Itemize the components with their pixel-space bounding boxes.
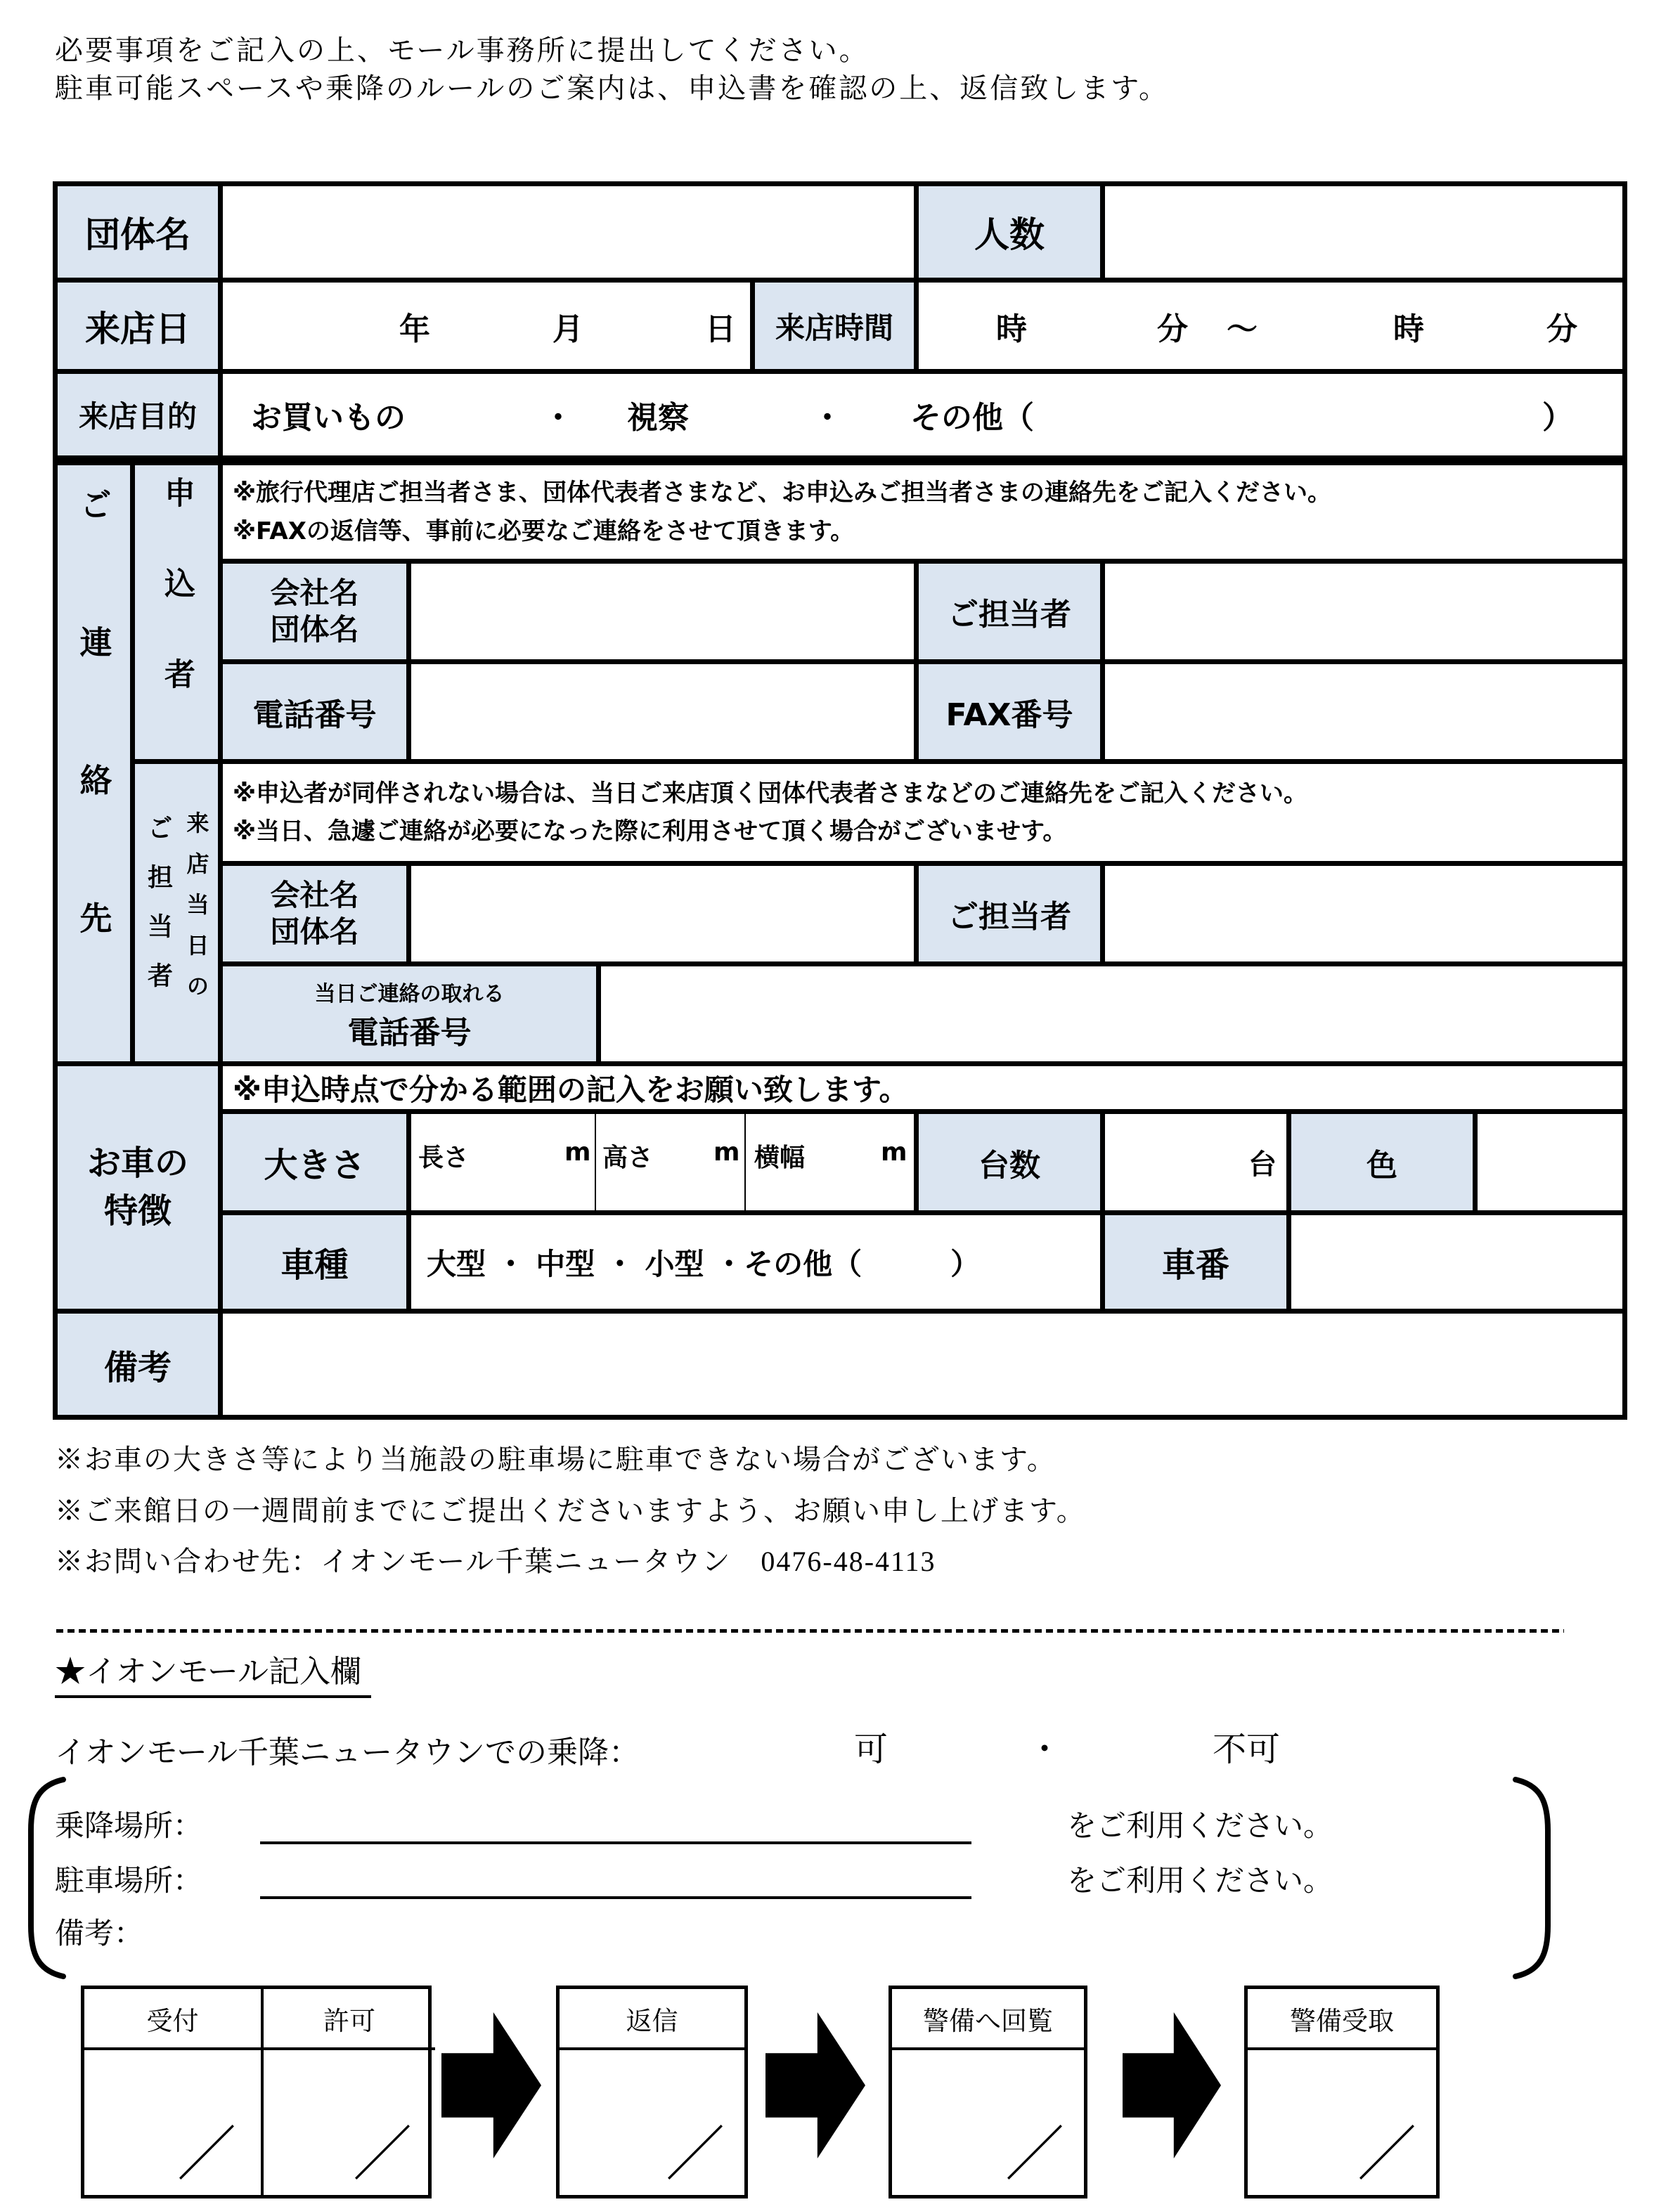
- purpose-dot-1: ・: [543, 400, 574, 436]
- width-label: 横幅: [754, 1144, 806, 1172]
- right-bracket-decoration: [1508, 1775, 1559, 1981]
- vehicle-type-input[interactable]: 大型 ・ 中型 ・ 小型 ・その他（ ）: [411, 1215, 1100, 1309]
- parking-place-line[interactable]: [260, 1896, 971, 1899]
- boarding-place-suffix: をご利用ください。: [1067, 1811, 1333, 1843]
- hour-unit-1: 時: [996, 311, 1027, 347]
- intro-line-1: 必要事項をご記入の上、モール事務所に提出してください。: [55, 34, 870, 66]
- company-label-line1: 会社名: [270, 877, 359, 912]
- date-slash[interactable]: ／: [1004, 2123, 1064, 2188]
- date-slash[interactable]: ／: [1357, 2123, 1416, 2188]
- office-section-title: ★イオンモール記入欄: [55, 1646, 371, 1698]
- dayof-label-left: ご担当者: [143, 814, 173, 1011]
- footer-note-3: ※お問い合わせ先：イオンモール千葉ニュータウン 0476-48-4113: [55, 1546, 936, 1577]
- vehicle-plate-input[interactable]: [1291, 1215, 1622, 1309]
- boarding-question-label: イオンモール千葉ニュータウンでの乗降：: [55, 1735, 640, 1770]
- application-table: [53, 181, 1627, 1420]
- people-count-input[interactable]: [1105, 186, 1622, 278]
- dotted-divider: [56, 1629, 1564, 1633]
- length-label: 長さ: [418, 1144, 470, 1172]
- dayof-phone-input[interactable]: [601, 966, 1622, 1061]
- minute-unit-1: 分: [1157, 311, 1188, 347]
- dayof-label-right: 来店当日の: [183, 810, 210, 1015]
- applicant-company-input[interactable]: [411, 564, 914, 659]
- boarding-option-dot: ・: [1028, 1731, 1062, 1768]
- date-slash[interactable]: ／: [177, 2123, 237, 2188]
- size-divider-2: [744, 1114, 746, 1210]
- flow-arrow-icon: [1123, 2012, 1221, 2158]
- parking-place-label: 駐車場所：: [55, 1865, 203, 1898]
- boarding-ok-option[interactable]: 可: [854, 1731, 889, 1768]
- remarks-input[interactable]: [223, 1314, 1622, 1415]
- visit-time-input[interactable]: [919, 283, 1622, 369]
- people-count-label: 人数: [919, 186, 1100, 278]
- day-unit: 日: [705, 311, 736, 347]
- vehicle-plate-label: 車番: [1105, 1215, 1286, 1309]
- flow-step-reply: 返信: [560, 1989, 744, 2050]
- group-name-input[interactable]: [223, 186, 914, 278]
- length-meter-unit: m: [564, 1138, 591, 1167]
- parking-place-suffix: をご利用ください。: [1067, 1865, 1333, 1898]
- vehicle-note: ※申込時点で分かる範囲の記入をお願い致します。: [223, 1066, 1622, 1109]
- flow-arrow-icon: [765, 2012, 865, 2158]
- dayof-note-line1: ※申込者が同伴されない場合は、当日ご来店頂く団体代表者さまなどのご連絡先をご記入ください。: [233, 779, 1308, 808]
- footer-note-2: ※ご来館日の一週間前までにご提出くださいますよう、お願い申し上げます。: [55, 1495, 1086, 1527]
- visit-purpose-label: 来店目的: [58, 374, 218, 455]
- visit-time-label: 来店時間: [755, 283, 914, 369]
- vehicle-count-label: 台数: [919, 1114, 1100, 1210]
- boarding-place-label: 乗降場所：: [55, 1811, 203, 1843]
- flow-box-security-circulate: [889, 1986, 1087, 2198]
- applicant-company-label: [223, 564, 406, 659]
- applicant-phone-input[interactable]: [411, 664, 914, 759]
- vehicle-label-line2: 特徴: [103, 1191, 172, 1231]
- contact-section-label: ご連絡先: [58, 465, 130, 1061]
- office-remarks-label: 備考：: [55, 1918, 144, 1950]
- visit-date-input[interactable]: [223, 283, 750, 369]
- applicant-phone-label: 電話番号: [223, 664, 406, 759]
- dayof-company-input[interactable]: [411, 866, 914, 961]
- company-label-line2: 団体名: [270, 914, 359, 949]
- month-unit: 月: [553, 311, 583, 347]
- applicant-fax-input[interactable]: [1105, 664, 1622, 759]
- minute-unit-2: 分: [1546, 311, 1577, 347]
- company-label-line1: 会社名: [270, 575, 359, 610]
- count-unit: 台: [1248, 1148, 1277, 1181]
- height-label: 高さ: [602, 1144, 654, 1172]
- applicant-manager-label: ご担当者: [919, 564, 1100, 659]
- applicant-note: [223, 465, 1622, 559]
- flow-box-security-receive: [1244, 1986, 1440, 2198]
- intro-line-2: 駐車可能スペースや乗降のルールのご案内は、申込書を確認の上、返信致します。: [55, 72, 1169, 104]
- applicant-manager-input[interactable]: [1105, 564, 1622, 659]
- size-divider-1: [595, 1114, 596, 1210]
- dayof-phone-label-line2: 電話番号: [347, 1014, 472, 1051]
- vehicle-section-label: [58, 1066, 218, 1309]
- vehicle-size-input[interactable]: [411, 1114, 914, 1210]
- dayof-company-label: [223, 866, 406, 961]
- vehicle-type-label: 車種: [223, 1215, 406, 1309]
- vehicle-color-label: 色: [1291, 1114, 1473, 1210]
- purpose-option-shopping[interactable]: お買いもの: [251, 400, 406, 436]
- dayof-phone-label-line1: 当日ご連絡の取れる: [314, 981, 505, 1006]
- flow-arrow-icon: [441, 2012, 541, 2158]
- date-slash[interactable]: ／: [353, 2123, 413, 2188]
- flow-step-reception: 受付: [84, 1989, 261, 2050]
- company-label-line2: 団体名: [270, 612, 359, 647]
- visit-date-label: 来店日: [58, 283, 218, 369]
- dayof-note: [223, 764, 1622, 861]
- flow-box-reply: [556, 1986, 748, 2198]
- vehicle-color-input[interactable]: [1478, 1114, 1622, 1210]
- width-meter-unit: m: [881, 1138, 907, 1167]
- group-name-label: 団体名: [58, 186, 218, 278]
- flow-step-permit: 許可: [264, 1989, 435, 2050]
- year-unit: 年: [399, 311, 430, 347]
- dayof-section-label: [135, 764, 218, 1061]
- dayof-note-line2: ※当日、急遽ご連絡が必要になった際に利用させて頂く場合がございませす。: [233, 817, 1067, 846]
- boarding-place-line[interactable]: [260, 1841, 971, 1844]
- vehicle-size-label: 大きさ: [223, 1114, 406, 1210]
- hour-unit-2: 時: [1393, 311, 1424, 347]
- tilde-separator: ～: [1227, 311, 1258, 347]
- applicant-fax-label: FAX番号: [919, 664, 1100, 759]
- applicant-note-line2: ※FAXの返信等、事前に必要なご連絡をさせて頂きます。: [233, 517, 855, 545]
- height-meter-unit: m: [713, 1138, 740, 1167]
- vehicle-count-input[interactable]: [1105, 1114, 1286, 1210]
- visit-purpose-input[interactable]: [223, 374, 1622, 455]
- purpose-option-other[interactable]: その他（: [910, 400, 1034, 436]
- vehicle-label-line1: お車の: [86, 1144, 188, 1184]
- purpose-option-inspection[interactable]: 視察: [627, 400, 689, 436]
- dayof-manager-label: ご担当者: [919, 866, 1100, 961]
- flow-step-security-receive: 警備受取: [1248, 1989, 1436, 2050]
- applicant-note-line1: ※旅行代理店ご担当者さま、団体代表者さまなど、お申込みご担当者さまの連絡先をご記入ください。: [233, 479, 1332, 507]
- dayof-phone-label: [223, 966, 596, 1061]
- boarding-ng-option[interactable]: 不可: [1213, 1731, 1281, 1768]
- purpose-dot-2: ・: [812, 400, 843, 436]
- dayof-manager-input[interactable]: [1105, 866, 1622, 961]
- flow-box-reception-permit: [81, 1986, 432, 2198]
- date-slash[interactable]: ／: [665, 2123, 725, 2188]
- remarks-label: 備考: [58, 1314, 218, 1415]
- applicant-section-label: 申込者: [135, 465, 218, 759]
- flow-step-security-circulate: 警備へ回覧: [892, 1989, 1084, 2050]
- purpose-close-paren: ）: [1542, 400, 1573, 436]
- footer-note-1: ※お車の大きさ等により当施設の駐車場に駐車できない場合がございます。: [55, 1444, 1057, 1475]
